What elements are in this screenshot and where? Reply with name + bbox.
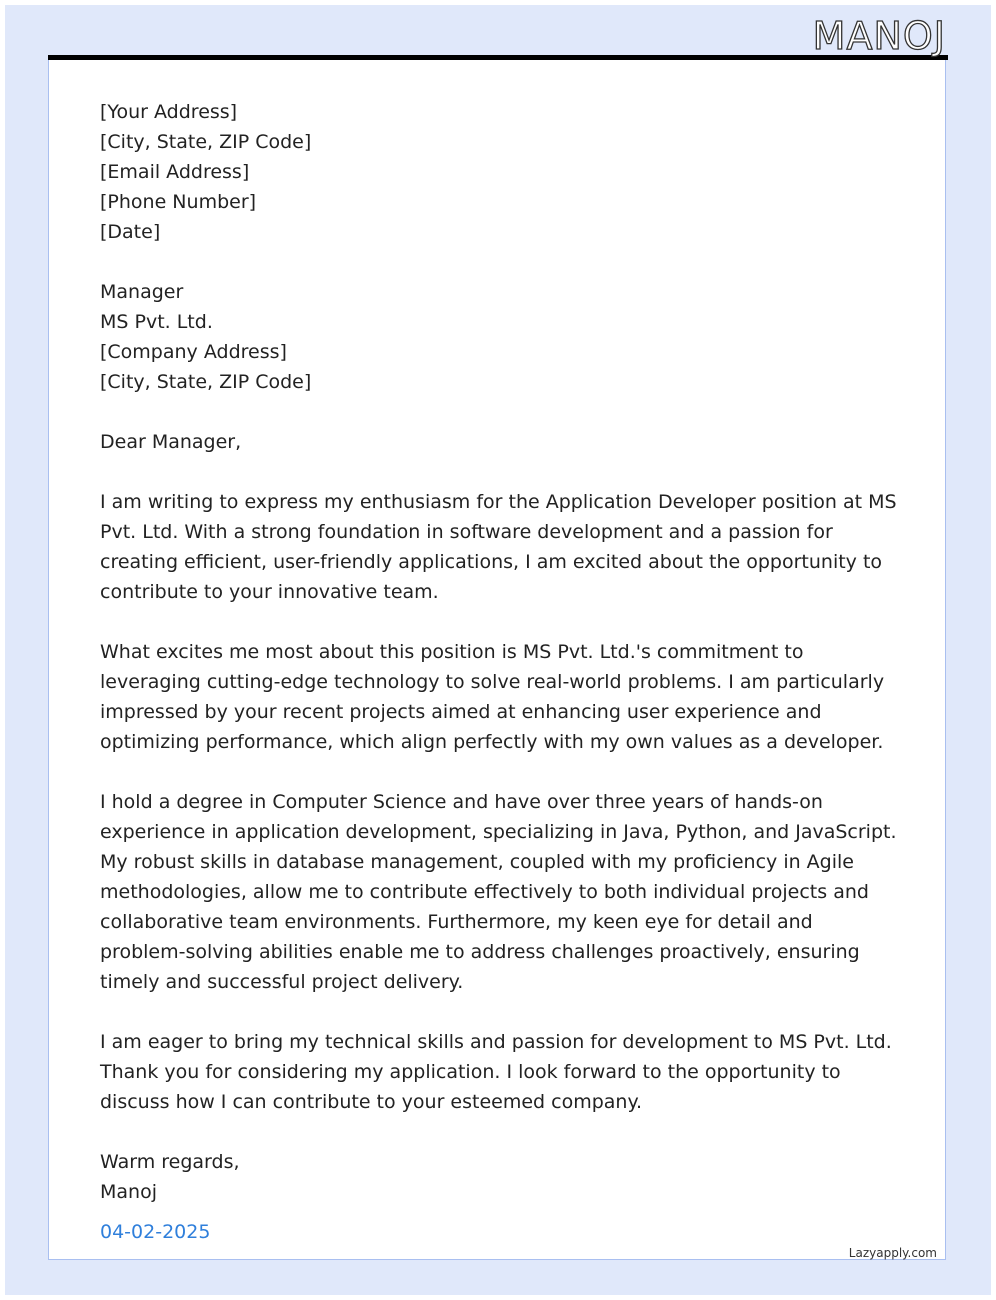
salutation: Dear Manager, [100, 431, 242, 453]
sender-date: [Date] [100, 221, 161, 243]
recipient-block [100, 277, 900, 397]
paragraph-experience: I hold a degree in Computer Science and have over three years of hands-on experience in application development, specializing in Java, Python, and JavaScript. My robust skills in database management, coupled with my proficiency in Agile methodologies, allow me to contribute effectively to both individual projects and collaborative team environments. Furthermore, my keen eye for detail and problem-solving abilities enable me to address challenges proactively, ensuring timely and successful project delivery. [100, 791, 897, 993]
signature: Manoj [100, 1181, 157, 1203]
paragraph-intro: I am writing to express my enthusiasm for the Application Developer position at MS Pvt. Ltd. With a strong foundation in software development and a passion for creating efficient, user-friendly applications, I am excited about the opportunity to contribute to your innovative team. [100, 491, 897, 603]
letter-body [100, 97, 900, 1247]
sender-email: [Email Address] [100, 161, 250, 183]
signed-date: 04-02-2025 [100, 1221, 211, 1243]
recipient-address: [Company Address] [100, 341, 287, 363]
brand-name: MANOJ [812, 14, 946, 58]
sender-address: [Your Address] [100, 101, 238, 123]
recipient-title: Manager [100, 281, 184, 303]
sender-phone: [Phone Number] [100, 191, 257, 213]
sender-block [100, 97, 900, 247]
sender-city: [City, State, ZIP Code] [100, 131, 312, 153]
paragraph-motivation: What excites me most about this position is MS Pvt. Ltd.'s commitment to leveraging cutting-edge technology to solve real-world problems. I am particularly impressed by your recent projects aimed at enhancing user experience and optimizing performance, which align perfectly with my own values as a developer. [100, 641, 885, 753]
closing-phrase: Warm regards, [100, 1151, 240, 1173]
footer-watermark: Lazyapply.com [848, 1246, 937, 1260]
paragraph-closing: I am eager to bring my technical skills and passion for development to MS Pvt. Ltd. Thank you for considering my application. I look forward to the opportunity to discuss how I can contribute to your esteemed company. [100, 1031, 892, 1113]
recipient-city: [City, State, ZIP Code] [100, 371, 312, 393]
recipient-company: MS Pvt. Ltd. [100, 311, 213, 333]
